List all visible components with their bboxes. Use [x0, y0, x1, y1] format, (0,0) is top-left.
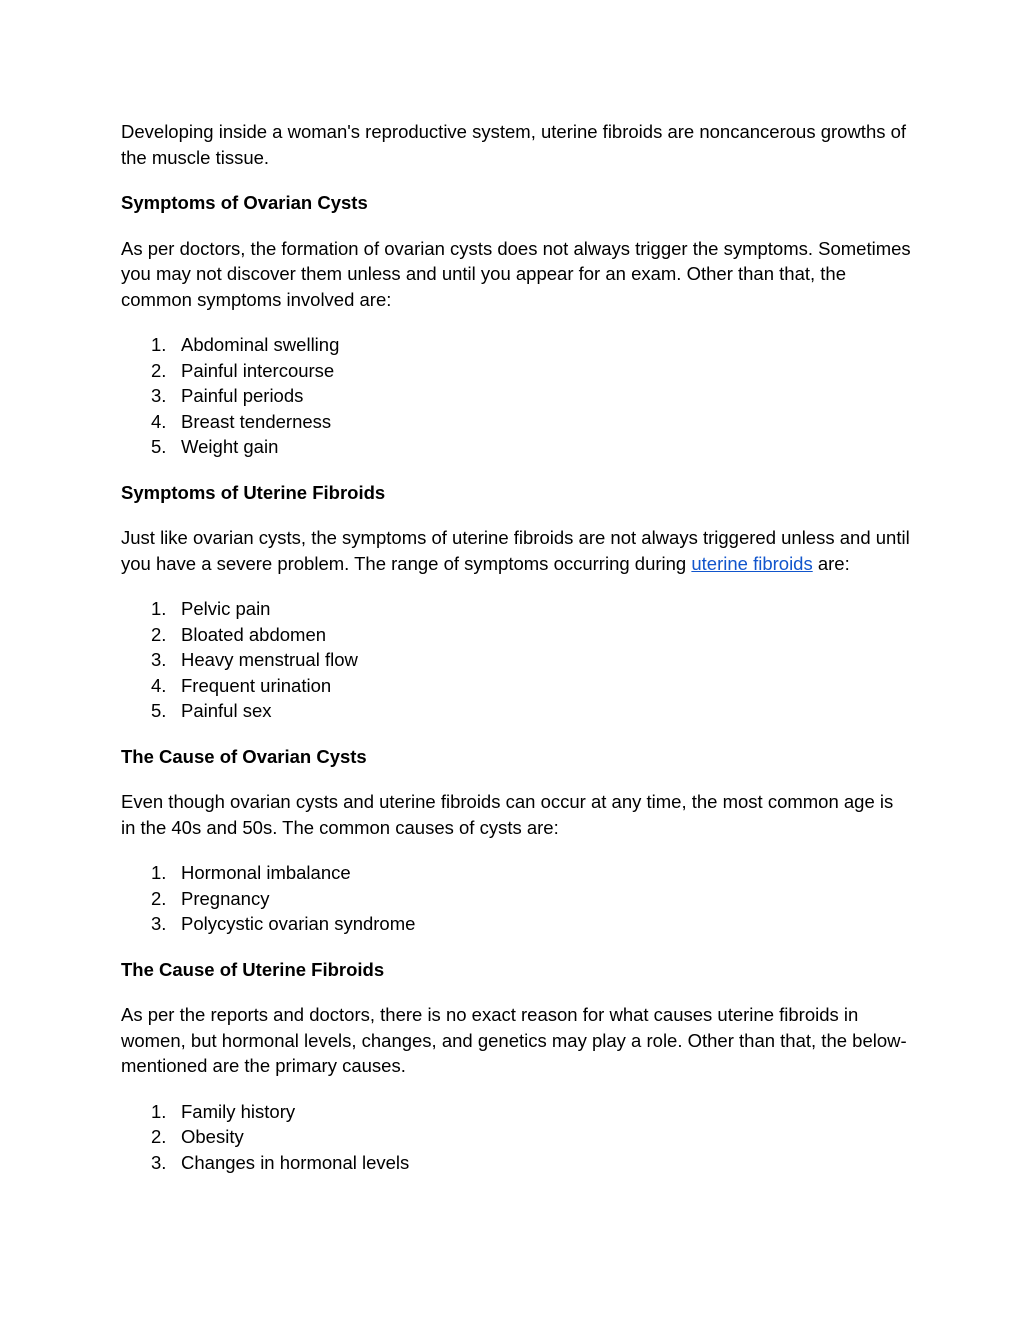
list-item — [121, 596, 911, 622]
list-symptoms-uterine-fibroids — [121, 596, 911, 724]
list-item-number: 3. — [151, 385, 167, 406]
list-item-text: Family history — [181, 1100, 296, 1122]
list-item-text: Heavy menstrual flow — [181, 649, 358, 670]
list-item — [121, 434, 911, 460]
list-item — [121, 1124, 911, 1150]
list-item — [121, 383, 911, 409]
document-page — [121, 119, 911, 1195]
list-item-number: 3. — [151, 913, 167, 934]
list-item — [121, 332, 911, 358]
list-item-text: Pregnancy — [181, 887, 270, 909]
paragraph-symptoms-uterine-fibroids — [121, 525, 911, 576]
list-item — [121, 911, 911, 937]
list-item-text: Abdominal swelling — [181, 334, 340, 355]
list-item-text: Painful periods — [181, 385, 304, 406]
list-item-text: Polycystic ovarian syndrome — [181, 913, 416, 934]
paragraph-text-before-link: Just like ovarian cysts, the symptoms of uterine fibroids are not always triggered unless and until you have a severe problem. The range of symptoms occurring during — [121, 527, 910, 574]
heading-cause-uterine-fibroids: The Cause of Uterine Fibroids — [121, 958, 385, 980]
list-item — [121, 886, 911, 912]
list-item-number: 1. — [151, 334, 167, 355]
list-item — [121, 698, 911, 724]
list-item-number: 2. — [151, 623, 167, 645]
list-item — [121, 409, 911, 435]
list-item-text: Bloated abdomen — [181, 623, 327, 645]
list-item — [121, 1150, 911, 1176]
list-item-number: 5. — [151, 436, 167, 457]
list-item-text: Pelvic pain — [181, 598, 271, 619]
list-item — [121, 860, 911, 886]
list-item-text: Weight gain — [181, 436, 279, 457]
heading-cause-ovarian-cysts: The Cause of Ovarian Cysts — [121, 745, 367, 767]
list-item-number: 1. — [151, 862, 167, 883]
paragraph-cause-ovarian-cysts: Even though ovarian cysts and uterine fibroids can occur at any time, the most common age is in the 40s and 50s. The common causes of cysts are: — [121, 791, 894, 838]
list-item-text: Changes in hormonal levels — [181, 1151, 410, 1173]
list-item — [121, 358, 911, 384]
paragraph-cause-uterine-fibroids: As per the reports and doctors, there is no exact reason for what causes uterine fibroids in women, but hormonal levels, changes, and genetics may play a role. Other than that, the below-mentioned are the primary causes. — [121, 1004, 907, 1076]
paragraph-symptoms-ovarian-cysts: As per doctors, the formation of ovarian cysts does not always trigger the symptoms. Sometimes you may not discover them unless and until you appear for an exam. Other than that, the common symptoms involved are: — [121, 237, 911, 310]
list-item — [121, 622, 911, 648]
list-item-number: 1. — [151, 1100, 167, 1122]
list-item-number: 2. — [151, 887, 167, 909]
heading-symptoms-ovarian-cysts: Symptoms of Ovarian Cysts — [121, 192, 368, 213]
list-item — [121, 647, 911, 673]
list-item-number: 3. — [151, 1151, 167, 1173]
heading-symptoms-uterine-fibroids: Symptoms of Uterine Fibroids — [121, 481, 386, 503]
list-item-number: 4. — [151, 674, 167, 696]
list-item-number: 2. — [151, 359, 167, 381]
list-item-text: Painful intercourse — [181, 359, 335, 381]
list-symptoms-ovarian-cysts — [121, 332, 911, 460]
uterine-fibroids-link[interactable]: uterine fibroids — [691, 552, 813, 574]
list-item-number: 1. — [151, 598, 167, 619]
paragraph-text-after-link: are: — [812, 552, 850, 574]
list-cause-ovarian-cysts — [121, 860, 911, 937]
list-item-text: Frequent urination — [181, 674, 332, 696]
intro-paragraph: Developing inside a woman's reproductive system, uterine fibroids are noncancerous growths of the muscle tissue. — [121, 121, 907, 168]
list-item-number: 5. — [151, 700, 167, 721]
list-item-number: 3. — [151, 649, 167, 670]
list-item-text: Breast tenderness — [181, 410, 332, 432]
list-item-number: 2. — [151, 1126, 167, 1147]
list-item — [121, 1099, 911, 1125]
list-item-text: Hormonal imbalance — [181, 862, 351, 883]
list-item-number: 4. — [151, 410, 167, 432]
list-cause-uterine-fibroids — [121, 1099, 911, 1176]
list-item — [121, 673, 911, 699]
list-item-text: Painful sex — [181, 700, 272, 721]
list-item-text: Obesity — [181, 1126, 244, 1147]
